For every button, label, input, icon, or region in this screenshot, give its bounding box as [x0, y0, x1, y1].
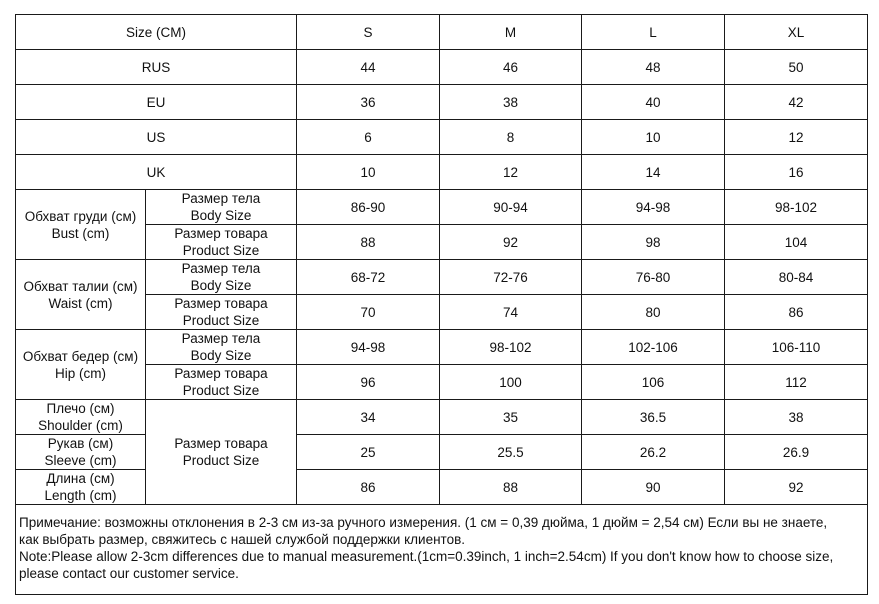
- conversion-label: EU: [16, 85, 297, 120]
- table-cell: 98-102: [725, 190, 868, 225]
- table-cell: 35: [440, 400, 582, 435]
- size-chart-table: [15, 14, 868, 595]
- body-size-label: Размер тела Body Size: [146, 260, 297, 295]
- table-cell: 44: [297, 50, 440, 85]
- table-cell: 90-94: [440, 190, 582, 225]
- table-row: [16, 120, 868, 155]
- conversion-label: RUS: [16, 50, 297, 85]
- table-cell: 96: [297, 365, 440, 400]
- product-size-label: Размер товара Product Size: [146, 400, 297, 505]
- table-cell: 88: [440, 470, 582, 505]
- table-row: [16, 330, 868, 365]
- size-header-m: M: [440, 15, 582, 50]
- table-cell: 68-72: [297, 260, 440, 295]
- table-cell: 74: [440, 295, 582, 330]
- product-size-label: Размер товара Product Size: [146, 225, 297, 260]
- table-cell: 100: [440, 365, 582, 400]
- table-cell: 36.5: [582, 400, 725, 435]
- product-size-label: Размер товара Product Size: [146, 365, 297, 400]
- measurement-note: Примечание: возможны отклонения в 2-3 см из-за ручного измерения. (1 см = 0,39 дюйма, 1 дюйм = 2,54 см) Если вы не знаете, как выбрать размер, свяжитесь с нашей службой поддержки клиентов. Note:Please allow 2-3cm differences due to manual measurement.(1cm=0.39inch, 1 inch=2.54cm) If you don't know how to choose size, please contact our customer service.: [16, 505, 868, 595]
- table-cell: 80-84: [725, 260, 868, 295]
- measurement-label-sleeve: Рукав (см) Sleeve (cm): [16, 435, 146, 470]
- size-header-s: S: [297, 15, 440, 50]
- table-cell: 38: [725, 400, 868, 435]
- table-cell: 98-102: [440, 330, 582, 365]
- measurement-label-length: Длина (см) Length (cm): [16, 470, 146, 505]
- table-row: [16, 85, 868, 120]
- header-row: [16, 15, 868, 50]
- table-cell: 16: [725, 155, 868, 190]
- conversion-label: UK: [16, 155, 297, 190]
- table-row: [16, 190, 868, 225]
- table-row: [16, 470, 868, 505]
- body-size-label: Размер тела Body Size: [146, 330, 297, 365]
- table-cell: 34: [297, 400, 440, 435]
- table-cell: 86: [297, 470, 440, 505]
- measurement-label-waist: Обхват талии (см) Waist (cm): [16, 260, 146, 330]
- table-cell: 38: [440, 85, 582, 120]
- table-row: [16, 50, 868, 85]
- size-header-xl: XL: [725, 15, 868, 50]
- table-cell: 106: [582, 365, 725, 400]
- table-cell: 86-90: [297, 190, 440, 225]
- table-cell: 104: [725, 225, 868, 260]
- table-cell: 88: [297, 225, 440, 260]
- product-size-label: Размер товара Product Size: [146, 295, 297, 330]
- table-cell: 86: [725, 295, 868, 330]
- table-cell: 76-80: [582, 260, 725, 295]
- table-cell: 102-106: [582, 330, 725, 365]
- table-cell: 50: [725, 50, 868, 85]
- table-cell: 42: [725, 85, 868, 120]
- table-cell: 10: [297, 155, 440, 190]
- table-cell: 25: [297, 435, 440, 470]
- table-cell: 26.9: [725, 435, 868, 470]
- table-cell: 80: [582, 295, 725, 330]
- table-cell: 90: [582, 470, 725, 505]
- table-cell: 26.2: [582, 435, 725, 470]
- table-cell: 72-76: [440, 260, 582, 295]
- table-cell: 70: [297, 295, 440, 330]
- table-cell: 112: [725, 365, 868, 400]
- table-cell: 106-110: [725, 330, 868, 365]
- table-row: [16, 155, 868, 190]
- measurement-label-hip: Обхват бедер (см) Hip (cm): [16, 330, 146, 400]
- table-cell: 25.5: [440, 435, 582, 470]
- measurement-label-shoulder: Плечо (см) Shoulder (cm): [16, 400, 146, 435]
- table-cell: 6: [297, 120, 440, 155]
- table-row: [16, 435, 868, 470]
- table-cell: 48: [582, 50, 725, 85]
- table-cell: 98: [582, 225, 725, 260]
- table-cell: 36: [297, 85, 440, 120]
- table-cell: 12: [725, 120, 868, 155]
- table-cell: 12: [440, 155, 582, 190]
- table-cell: 8: [440, 120, 582, 155]
- table-cell: 94-98: [297, 330, 440, 365]
- table-cell: 10: [582, 120, 725, 155]
- table-cell: 14: [582, 155, 725, 190]
- table-row: [16, 260, 868, 295]
- measurement-label-bust: Обхват груди (см) Bust (cm): [16, 190, 146, 260]
- conversion-label: US: [16, 120, 297, 155]
- body-size-label: Размер тела Body Size: [146, 190, 297, 225]
- table-cell: 40: [582, 85, 725, 120]
- size-header-label: Size (CM): [16, 15, 297, 50]
- note-row: [16, 505, 868, 595]
- table-cell: 92: [725, 470, 868, 505]
- table-row: [16, 400, 868, 435]
- table-cell: 92: [440, 225, 582, 260]
- table-cell: 94-98: [582, 190, 725, 225]
- size-header-l: L: [582, 15, 725, 50]
- table-cell: 46: [440, 50, 582, 85]
